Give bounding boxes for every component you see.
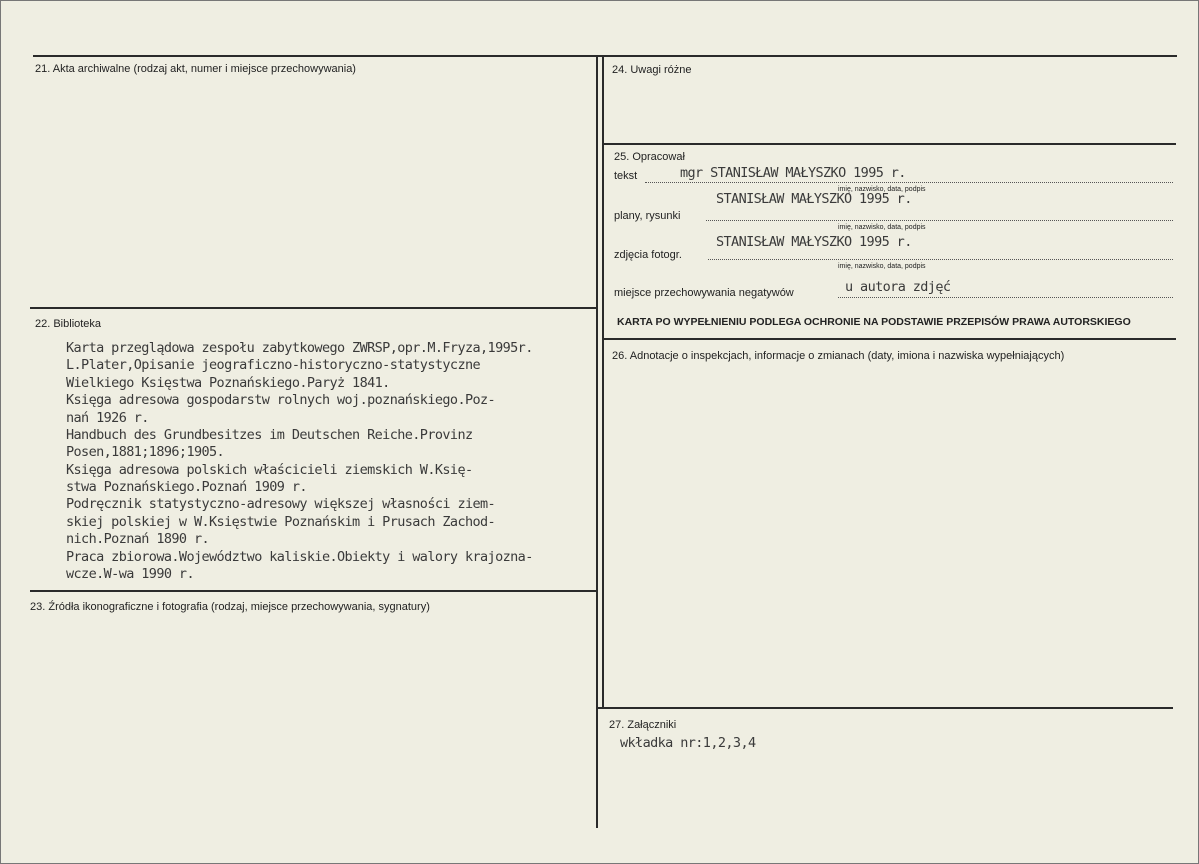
rule-27 xyxy=(597,707,1173,709)
negatywy-label: miejsce przechowywania negatywów xyxy=(614,287,794,299)
library-line: nich.Poznań 1890 r. xyxy=(66,531,210,547)
tekst-label: tekst xyxy=(614,170,638,182)
library-line: skiej polskiej w W.Księstwie Poznańskim i Prusach Zachod- xyxy=(66,514,496,530)
library-line: Księga adresowa polskich właścicieli ziemskich W.Księ- xyxy=(66,462,473,478)
library-line: nań 1926 r. xyxy=(66,410,149,426)
zdjecia-line xyxy=(708,259,1173,260)
rule-23 xyxy=(30,590,597,592)
zdjecia-caption: imię, nazwisko, data, podpis xyxy=(838,263,926,270)
tekst-value: mgr STANISŁAW MAŁYSZKO 1995 r. xyxy=(680,165,906,181)
library-line: Księga adresowa gospodarstw rolnych woj.poznańskiego.Poz- xyxy=(66,392,496,408)
right-column-rule xyxy=(602,56,604,708)
plany-label: plany, rysunki xyxy=(614,210,681,222)
library-line: Wielkiego Księstwa Poznańskiego.Paryż 1841. xyxy=(66,375,390,391)
section-25-label: 25. Opracował xyxy=(614,151,685,163)
section-21-label: 21. Akta archiwalne (rodzaj akt, numer i miejsce przechowywania) xyxy=(35,63,356,75)
center-divider xyxy=(596,56,598,828)
library-line: Podręcznik statystyczno-adresowy większej własności ziem- xyxy=(66,496,496,512)
library-line: Praca zbiorowa.Województwo kaliskie.Obiekty i walory krajozna- xyxy=(66,549,533,565)
library-line: stwa Poznańskiego.Poznań 1909 r. xyxy=(66,479,307,495)
plany-line xyxy=(706,220,1173,221)
negatywy-value: u autora zdjęć xyxy=(845,279,951,295)
library-line: Handbuch des Grundbesitzes im Deutschen Reiche.Provinz xyxy=(66,427,473,443)
section-22-label: 22. Biblioteka xyxy=(35,318,102,330)
zdjecia-label: zdjęcia fotogr. xyxy=(614,249,682,261)
tekst-caption: imię, nazwisko, data, podpis xyxy=(838,186,926,193)
library-line: L.Plater,Opisanie jeograficzno-historyczno-statystyczne xyxy=(66,357,481,373)
zdjecia-value: STANISŁAW MAŁYSZKO 1995 r. xyxy=(716,234,912,250)
library-line: wcze.W-wa 1990 r. xyxy=(66,566,194,582)
section-23-label: 23. Źródła ikonograficzne i fotografia (rodzaj, miejsce przechowywania, sygnatury) xyxy=(30,601,430,613)
top-rule xyxy=(33,55,1177,57)
rule-25 xyxy=(603,143,1176,145)
section-24-label: 24. Uwagi różne xyxy=(612,64,692,76)
rule-26 xyxy=(603,338,1176,340)
library-line: Karta przeglądowa zespołu zabytkowego ZWRSP,opr.M.Fryza,1995r. xyxy=(66,340,533,356)
plany-value: STANISŁAW MAŁYSZKO 1995 r. xyxy=(716,191,912,207)
negatywy-line xyxy=(838,297,1173,298)
plany-caption: imię, nazwisko, data, podpis xyxy=(838,224,926,231)
section-27-label: 27. Załączniki xyxy=(609,719,677,731)
attachments-value: wkładka nr:1,2,3,4 xyxy=(620,735,756,751)
copyright-notice: KARTA PO WYPEŁNIENIU PODLEGA OCHRONIE NA PODSTAWIE PRZEPISÓW PRAWA AUTORSKIEGO xyxy=(617,316,1131,328)
section-26-label: 26. Adnotacje o inspekcjach, informacje o zmianach (daty, imiona i nazwiska wypełniających) xyxy=(612,350,1065,362)
rule-22 xyxy=(30,307,597,309)
library-line: Posen,1881;1896;1905. xyxy=(66,444,225,460)
